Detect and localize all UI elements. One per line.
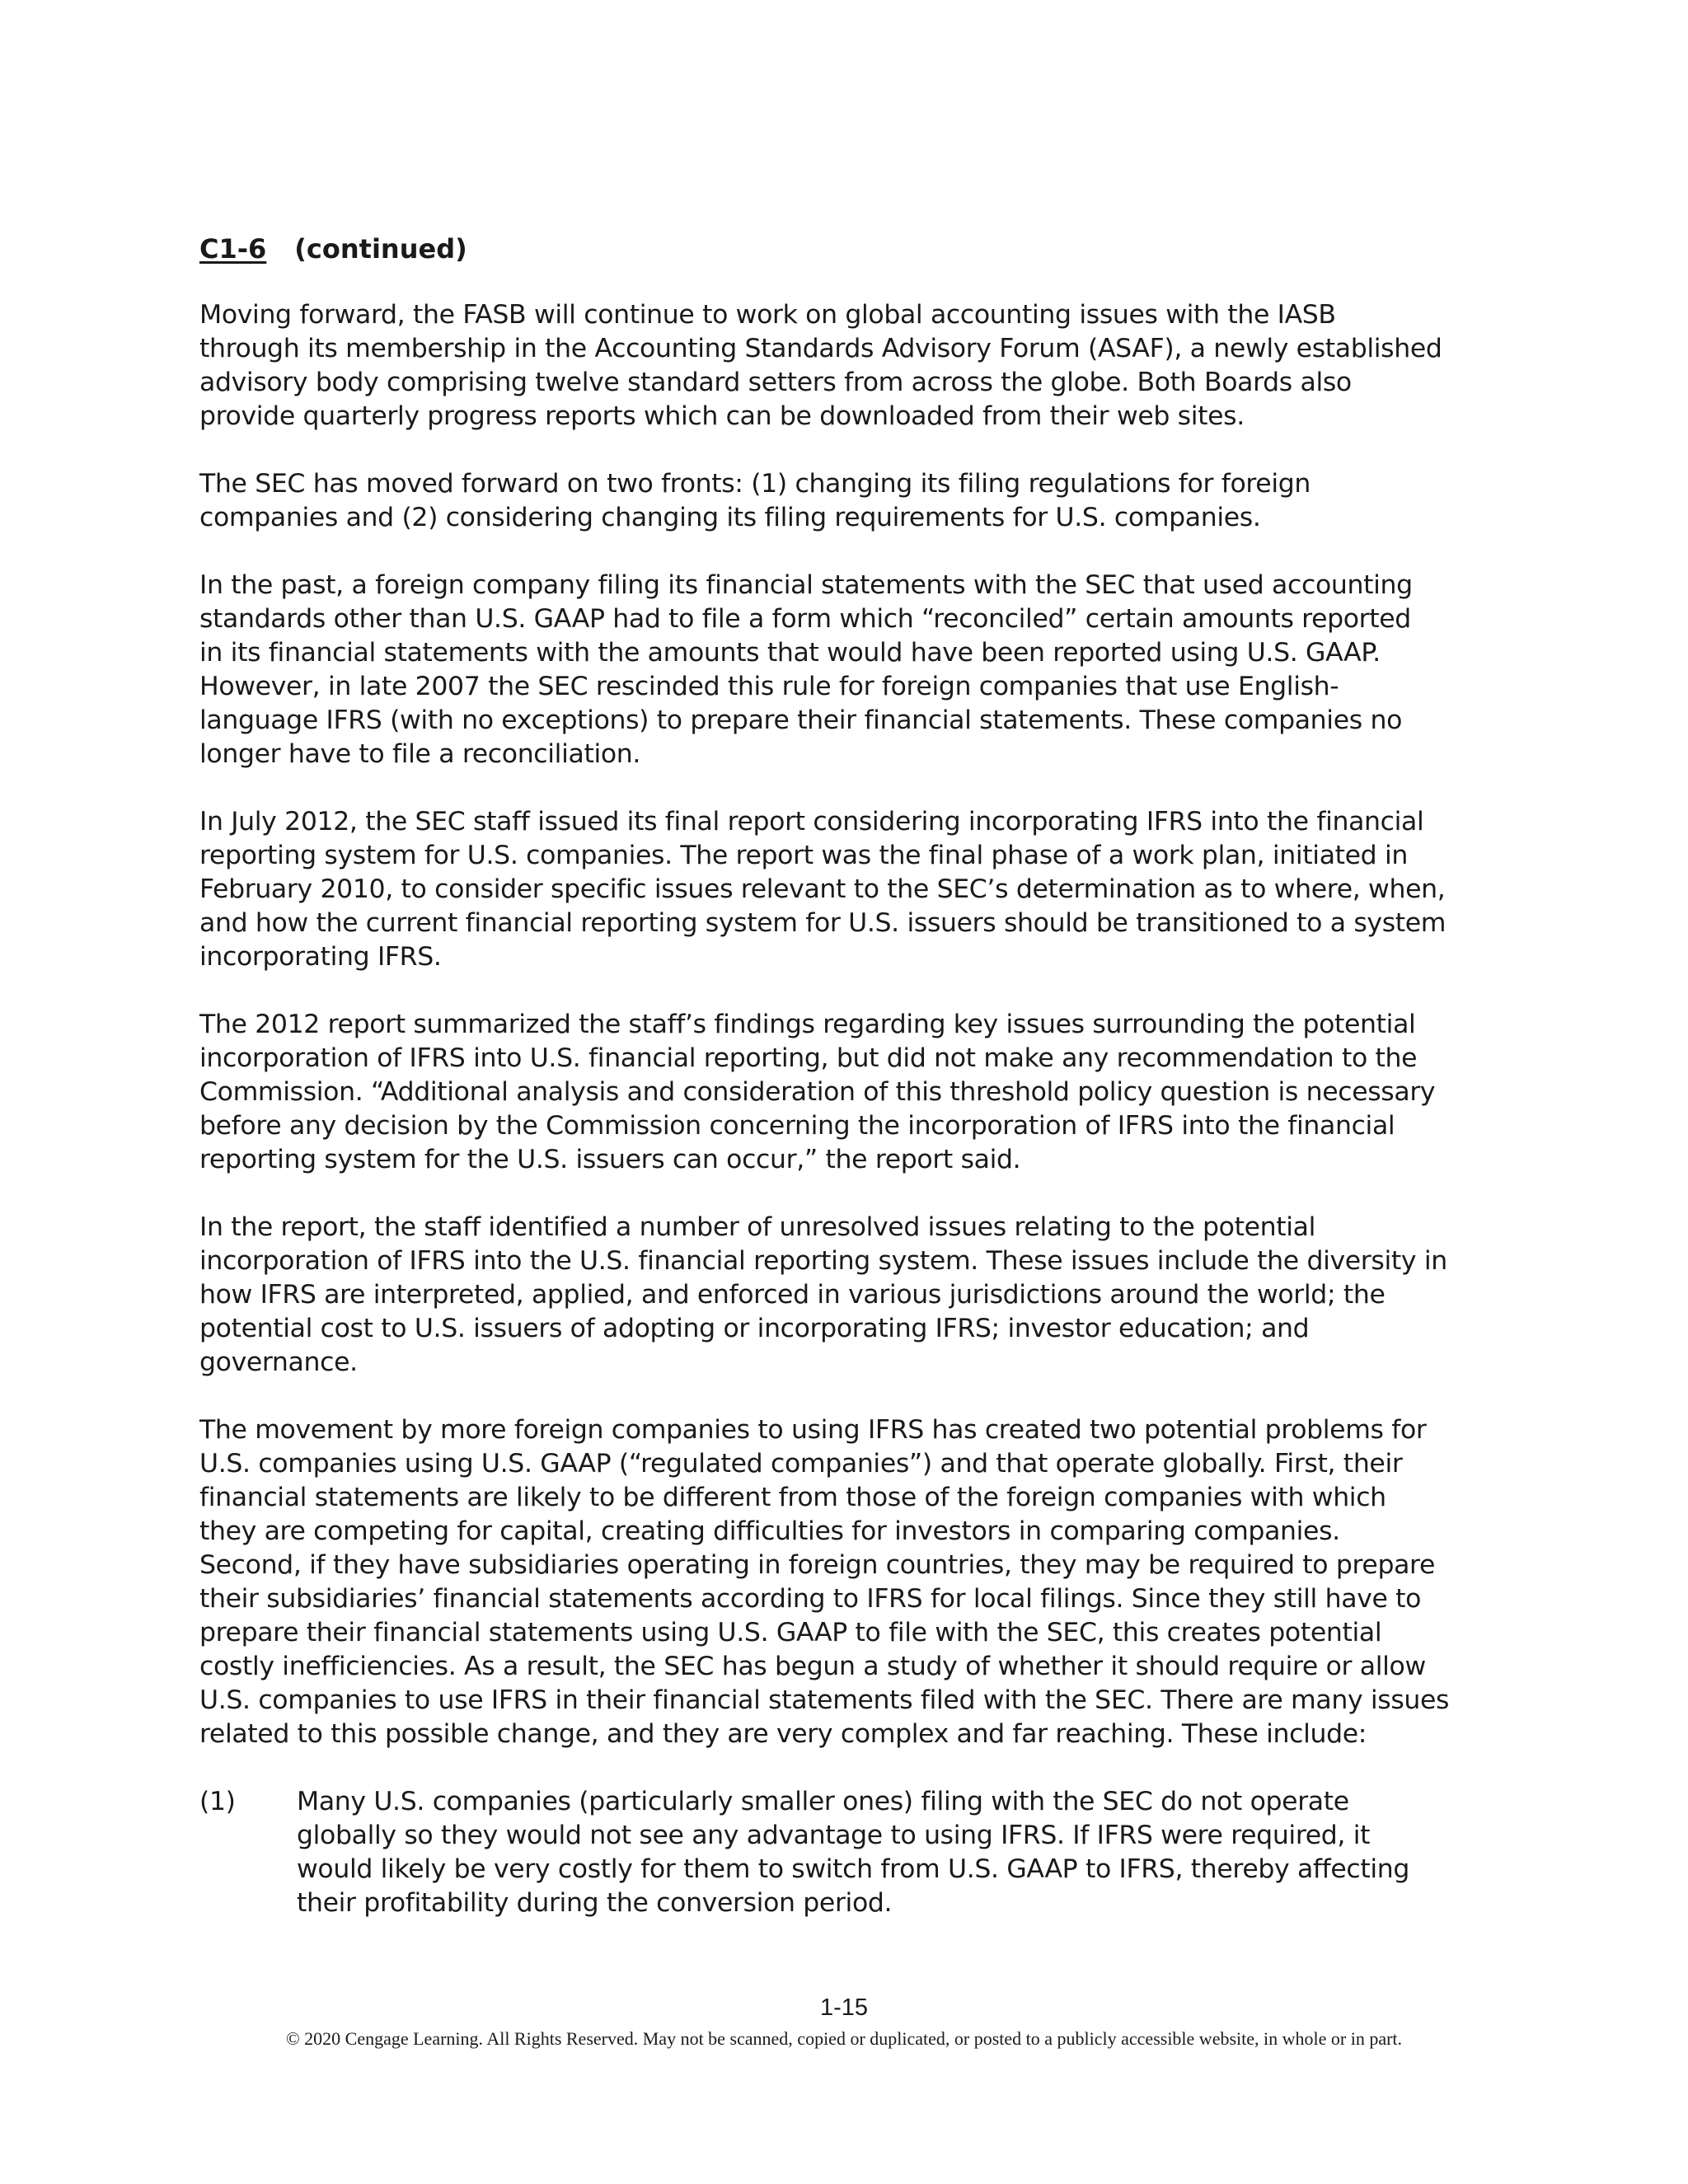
text-line: before any decision by the Commission concerning the incorporation of IFRS into the financial xyxy=(199,1111,1395,1141)
text-line: In the past, a foreign company filing its financial statements with the SEC that used accounting xyxy=(199,570,1413,600)
list-item xyxy=(199,1785,1502,1920)
text-line: language IFRS (with no exceptions) to prepare their financial statements. These companies no xyxy=(199,705,1402,735)
text-line: related to this possible change, and they are very complex and far reaching. These include: xyxy=(199,1719,1367,1749)
text-line: standards other than U.S. GAAP had to file a form which “reconciled” certain amounts reported xyxy=(199,604,1411,634)
paragraph xyxy=(199,805,1502,974)
document-page xyxy=(199,231,1502,1920)
text-line: February 2010, to consider specific issues relevant to the SEC’s determination as to where, when, xyxy=(199,874,1446,904)
text-line: how IFRS are interpreted, applied, and enforced in various jurisdictions around the world; the xyxy=(199,1280,1386,1310)
text-line: The SEC has moved forward on two fronts: (1) changing its filing regulations for foreign xyxy=(199,469,1311,499)
page-number: 1-15 xyxy=(819,1994,869,2021)
text-line: their profitability during the conversion period. xyxy=(297,1888,893,1918)
text-line: advisory body comprising twelve standard setters from across the globe. Both Boards also xyxy=(199,368,1352,397)
numbered-list xyxy=(199,1785,1502,1920)
text-line: potential cost to U.S. issuers of adopting or incorporating IFRS; investor education; and xyxy=(199,1314,1310,1343)
text-line: longer have to file a reconciliation. xyxy=(199,739,641,769)
text-line: Commission. “Additional analysis and consideration of this threshold policy question is necessary xyxy=(199,1077,1436,1107)
text-line: U.S. companies to use IFRS in their financial statements filed with the SEC. There are many issues xyxy=(199,1685,1450,1715)
text-line: governance. xyxy=(199,1347,358,1377)
text-line: incorporating IFRS. xyxy=(199,942,442,972)
text-line: reporting system for the U.S. issuers can occur,” the report said. xyxy=(199,1145,1021,1174)
text-line: The 2012 report summarized the staff’s findings regarding key issues surrounding the potential xyxy=(199,1010,1416,1039)
text-line: Second, if they have subsidiaries operating in foreign countries, they may be required to prepare xyxy=(199,1550,1435,1580)
paragraph xyxy=(199,298,1502,434)
text-line: In July 2012, the SEC staff issued its final report considering incorporating IFRS into the financial xyxy=(199,807,1424,837)
text-line: prepare their financial statements using U.S. GAAP to file with the SEC, this creates potential xyxy=(199,1618,1382,1647)
body-text xyxy=(199,298,1502,1751)
copyright-notice: © 2020 Cengage Learning. All Rights Reserved. May not be scanned, copied or duplicated, or posted to a publicly accessible website, in whole or in part. xyxy=(285,2028,1403,2049)
paragraph xyxy=(199,467,1502,535)
text-line: reporting system for U.S. companies. The report was the final phase of a work plan, initiated in xyxy=(199,841,1409,870)
text-line: provide quarterly progress reports which can be downloaded from their web sites. xyxy=(199,401,1245,431)
text-line: and how the current financial reporting system for U.S. issuers should be transitioned to a system xyxy=(199,908,1447,938)
list-item-text xyxy=(297,1785,1502,1920)
text-line: companies and (2) considering changing its filing requirements for U.S. companies. xyxy=(199,503,1261,532)
text-line: incorporation of IFRS into U.S. financial reporting, but did not make any recommendation to the xyxy=(199,1043,1418,1073)
case-code: C1-6 xyxy=(199,233,267,265)
text-line: incorporation of IFRS into the U.S. financial reporting system. These issues include the diversity in xyxy=(199,1246,1447,1276)
text-line: would likely be very costly for them to switch from U.S. GAAP to IFRS, thereby affecting xyxy=(297,1854,1410,1884)
section-heading xyxy=(199,231,1502,267)
paragraph xyxy=(199,569,1502,771)
paragraph xyxy=(199,1211,1502,1380)
text-line: The movement by more foreign companies to using IFRS has created two potential problems for xyxy=(199,1415,1427,1445)
paragraph xyxy=(199,1413,1502,1751)
text-line: globally so they would not see any advantage to using IFRS. If IFRS were required, it xyxy=(297,1821,1371,1850)
text-line: Many U.S. companies (particularly smaller ones) filing with the SEC do not operate xyxy=(297,1787,1349,1816)
text-line: Moving forward, the FASB will continue to work on global accounting issues with the IASB xyxy=(199,300,1336,330)
text-line: In the report, the staff identified a number of unresolved issues relating to the potential xyxy=(199,1212,1315,1242)
text-line: their subsidiaries’ financial statements according to IFRS for local filings. Since they still have to xyxy=(199,1584,1422,1614)
text-line: financial statements are likely to be different from those of the foreign companies with which xyxy=(199,1483,1386,1512)
text-line: U.S. companies using U.S. GAAP (“regulated companies”) and that operate globally. First, their xyxy=(199,1449,1403,1479)
text-line: in its financial statements with the amounts that would have been reported using U.S. GAAP. xyxy=(199,638,1381,668)
list-item-number: (1) xyxy=(199,1787,236,1816)
text-line: However, in late 2007 the SEC rescinded this rule for foreign companies that use English- xyxy=(199,672,1339,701)
continued-label: (continued) xyxy=(294,233,467,265)
text-line: through its membership in the Accounting Standards Advisory Forum (ASAF), a newly established xyxy=(199,334,1442,363)
paragraph xyxy=(199,1008,1502,1177)
text-line: costly inefficiencies. As a result, the SEC has begun a study of whether it should require or allow xyxy=(199,1652,1426,1681)
text-line: they are competing for capital, creating difficulties for investors in comparing companies. xyxy=(199,1516,1340,1546)
